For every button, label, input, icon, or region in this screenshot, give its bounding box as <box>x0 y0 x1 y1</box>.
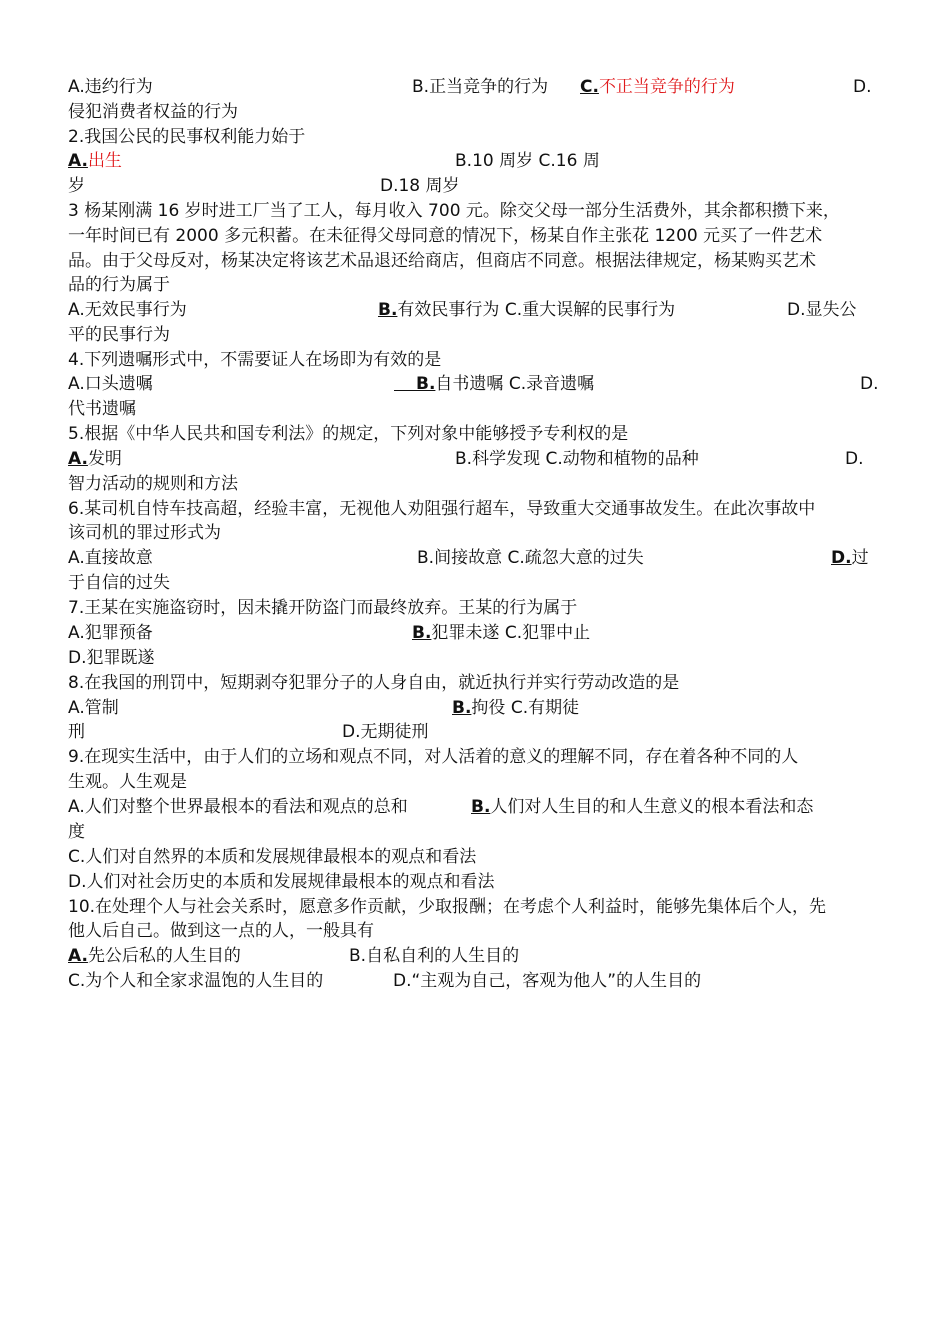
q2-stem: 2.我国公民的民事权利能力始于 <box>68 127 306 147</box>
q6-stem-2: 该司机的罪过形式为 <box>68 523 221 543</box>
q3-option-d: D.显失公 <box>787 300 857 320</box>
q1-option-a: A.违约行为 <box>68 77 153 97</box>
q1-option-d: D. <box>853 77 872 97</box>
q9-option-d: D.人们对社会历史的本质和发展规律最根本的观点和看法 <box>68 872 495 892</box>
answer-text: 过 <box>851 548 869 568</box>
q2-option-a <box>68 149 122 173</box>
q6-stem-1: 6.某司机自恃车技高超，经验丰富，无视他人劝阻强行超车，导致重大交通事故发生。在此次事故中 <box>68 499 816 519</box>
q1-option-d-cont: 侵犯消费者权益的行为 <box>68 102 238 122</box>
answer-key: A. <box>68 946 88 966</box>
q7-option-bc <box>412 621 590 645</box>
q7-stem: 7.王某在实施盗窃时，因未撬开防盗门而最终放弃。王某的行为属于 <box>68 598 578 618</box>
answer-text: 发明 <box>87 449 122 469</box>
q1-option-b: B.正当竞争的行为 <box>412 77 549 97</box>
q3-stem-1: 3 杨某刚满 16 岁时进工厂当了工人，每月收入 700 元。除交父母一部分生活费外，其余都积攒下来， <box>68 201 840 221</box>
answer-key: B. <box>412 623 432 643</box>
answer-text: 自书遗嘱 C.录音遗嘱 <box>435 374 595 394</box>
q6-option-a: A.直接故意 <box>68 548 153 568</box>
q3-option-bc <box>378 298 675 322</box>
q7-option-d: D.犯罪既遂 <box>68 648 155 668</box>
answer-key: B. <box>378 300 398 320</box>
q7-option-a: A.犯罪预备 <box>68 623 153 643</box>
q4-option-bc <box>394 372 594 396</box>
q6-option-d-cont: 于自信的过失 <box>68 573 170 593</box>
q2-option-d: D.18 周岁 <box>380 176 460 196</box>
q10-option-d: D.“主观为自己，客观为他人”的人生目的 <box>393 971 702 991</box>
q5-option-a <box>68 447 122 471</box>
answer-text: 不正当竞争的行为 <box>598 77 735 97</box>
answer-key: B. <box>452 698 472 718</box>
answer-text: 犯罪未遂 C.犯罪中止 <box>431 623 591 643</box>
q10-option-b: B.自私自利的人生目的 <box>349 946 520 966</box>
q8-option-c-cont: 刑 <box>68 722 85 742</box>
answer-key: A. <box>68 151 88 171</box>
q2-option-c-cont: 岁 <box>68 176 85 196</box>
q8-option-a: A.管制 <box>68 698 119 718</box>
q9-option-a: A.人们对整个世界最根本的看法和观点的总和 <box>68 797 408 817</box>
q4-option-a: A.口头遗嘱 <box>68 374 153 394</box>
q3-stem-4: 品的行为属于 <box>68 275 170 295</box>
q9-option-b-cont: 度 <box>68 822 85 842</box>
q3-stem-2: 一年时间已有 2000 多元积蓄。在未征得父母同意的情况下，杨某自作主张花 1200 元买了一件艺术 <box>68 226 823 246</box>
q1-option-c <box>580 75 735 99</box>
q3-option-d-cont: 平的民事行为 <box>68 325 170 345</box>
q3-option-a: A.无效民事行为 <box>68 300 187 320</box>
q5-stem: 5.根据《中华人民共和国专利法》的规定，下列对象中能够授予专利权的是 <box>68 424 629 444</box>
q5-option-bc: B.科学发现 C.动物和植物的品种 <box>455 449 699 469</box>
q8-stem: 8.在我国的刑罚中，短期剥夺犯罪分子的人身自由，就近执行并实行劳动改造的是 <box>68 673 680 693</box>
q10-option-a <box>68 944 241 968</box>
answer-text: 有效民事行为 C.重大误解的民事行为 <box>397 300 676 320</box>
answer-key: C. <box>580 77 599 97</box>
q4-option-d: D. <box>860 374 879 394</box>
q6-option-bc: B.间接故意 C.疏忽大意的过失 <box>417 548 644 568</box>
q9-stem-1: 9.在现实生活中，由于人们的立场和观点不同，对人活着的意义的理解不同，存在着各种不同的人 <box>68 747 799 767</box>
answer-key: A. <box>68 449 88 469</box>
q9-stem-2: 生观。人生观是 <box>68 772 187 792</box>
answer-text: 出生 <box>87 151 122 171</box>
q10-stem-2: 他人后自己。做到这一点的人，一般具有 <box>68 921 374 941</box>
q9-option-b <box>471 795 813 819</box>
q8-option-d: D.无期徒刑 <box>342 722 429 742</box>
q9-option-c: C.人们对自然界的本质和发展规律最根本的观点和看法 <box>68 847 477 867</box>
q10-stem-1: 10.在处理个人与社会关系时，愿意多作贡献，少取报酬；在考虑个人利益时，能够先集体后个人，先 <box>68 897 827 917</box>
q8-option-bc <box>452 696 579 720</box>
answer-text: 拘役 C.有期徒 <box>471 698 580 718</box>
q6-option-d <box>831 546 869 570</box>
q4-stem: 4.下列遗嘱形式中，不需要证人在场即为有效的是 <box>68 350 442 370</box>
answer-key: B. <box>471 797 491 817</box>
q3-stem-3: 品。由于父母反对，杨某决定将该艺术品退还给商店，但商店不同意。根据法律规定，杨某购买艺术 <box>68 251 816 271</box>
q10-option-c: C.为个人和全家求温饱的人生目的 <box>68 971 324 991</box>
underline-blank <box>394 372 416 391</box>
q5-option-d: D. <box>845 449 864 469</box>
q4-option-d-cont: 代书遗嘱 <box>68 399 136 419</box>
answer-text: 人们对人生目的和人生意义的根本看法和态 <box>490 797 814 817</box>
answer-key: D. <box>831 548 852 568</box>
q5-option-d-cont: 智力活动的规则和方法 <box>68 474 238 494</box>
answer-key: B. <box>416 374 436 394</box>
q2-option-bc: B.10 周岁 C.16 周 <box>455 151 600 171</box>
answer-text: 先公后私的人生目的 <box>87 946 241 966</box>
